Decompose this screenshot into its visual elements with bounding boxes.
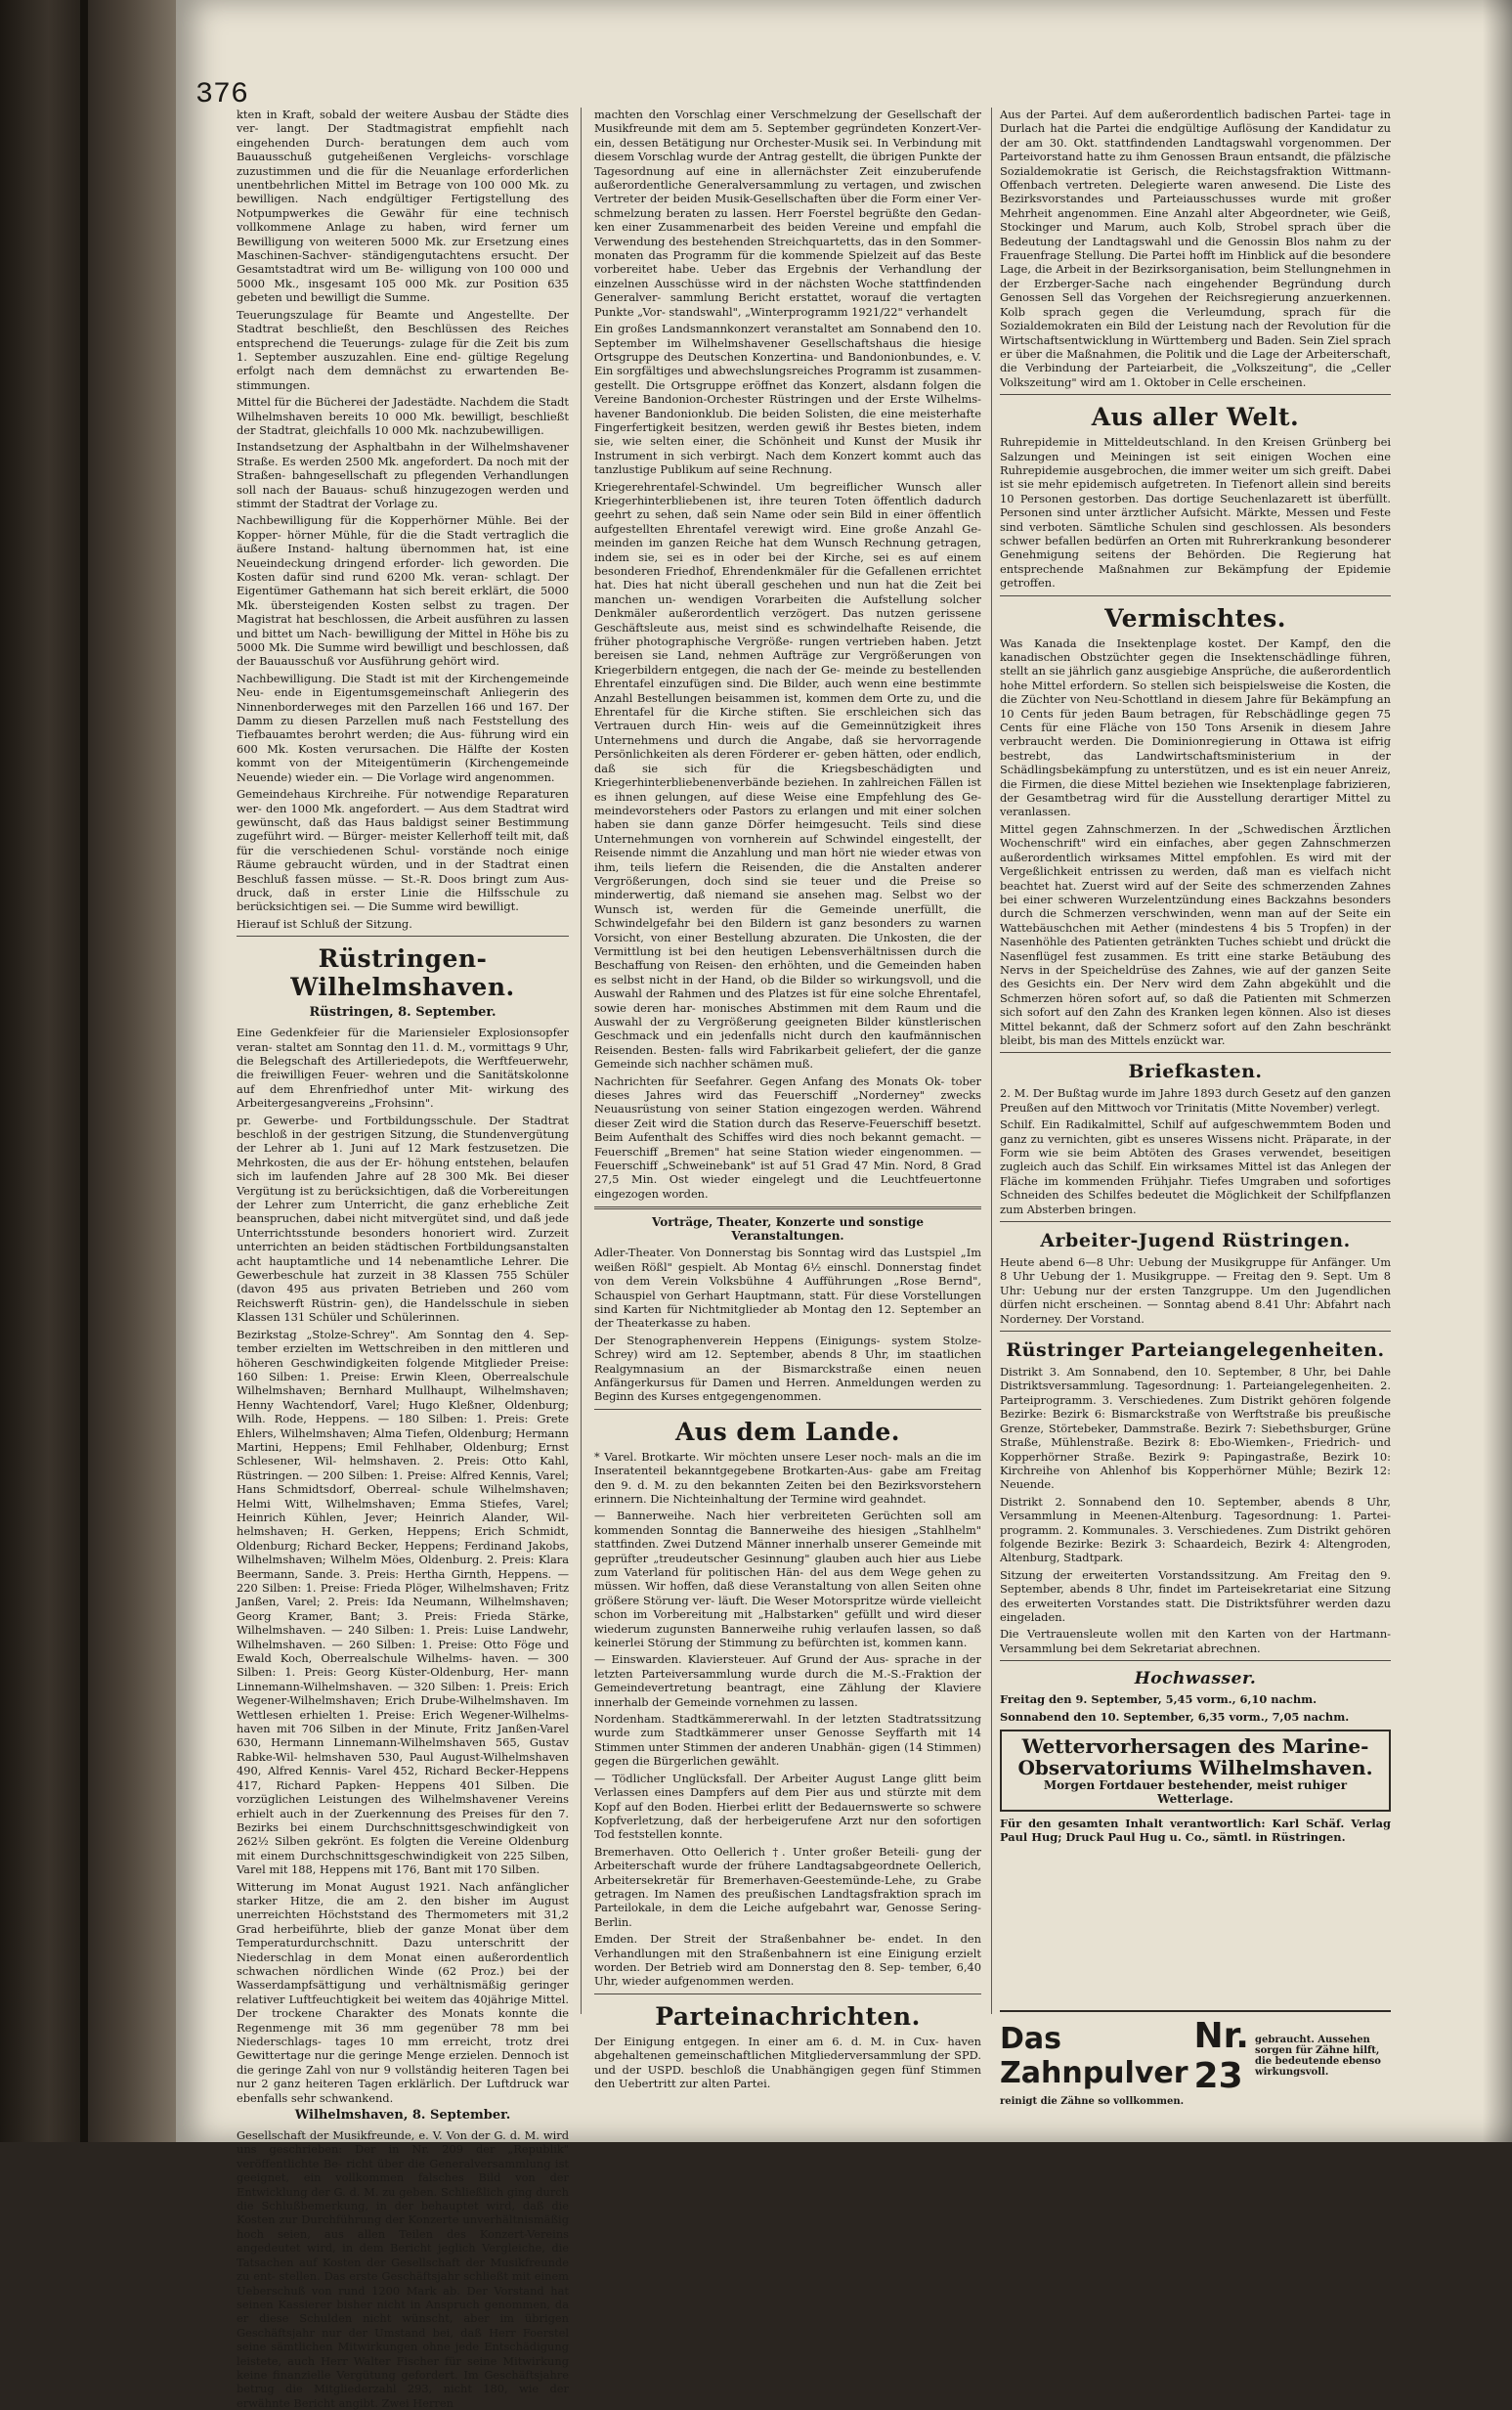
section-title-ruestringen: Rüstringen-Wilhelmshaven.	[290, 944, 515, 1002]
article-paragraph: Hierauf ist Schluß der Sitzung.	[237, 916, 412, 931]
dateline: Wilhelmshaven, 8. September.	[294, 2108, 511, 2124]
section-title-partei: Parteinachrichten.	[655, 2001, 921, 2031]
ad-side-text: gebraucht. Aussehen sorgen für Zähne hilft, die bedeutende ebenso wirkungsvoll.	[1254, 2035, 1381, 2078]
article-paragraph: Schilf. Ein Radikalmittel, Schilf auf aufgeschwemmtem Boden und ganz zu vernichten, gibt es unseres Wissens nicht. Präparate, in der Form wie sie beim Abtöten des Grases verwendet, beseitigen zugleich auch das Schilf. Ein wirksames Mittel ist das Anlegen der Fläche im kommenden Frühjahr. Tiefes Umgraben und sofortiges Schneiden des Schilfes bedeutet die Möglichkeit der Schilfpflanzen zum Absterben bringen.	[1000, 1117, 1391, 1216]
article-paragraph: — Einswarden. Klaviersteuer. Auf Grund der Aus- sprache in der letzten Parteiversammlung wurde durch die M.-S.-Fraktion der Gemeindevertretung beantragt, eine Zählung der Klaviere innerhalb der Gemeinde vornehmen zu lassen.	[594, 1652, 981, 1709]
weather-title-line2: Observatoriums Wilhelmshaven.	[1017, 1756, 1373, 1779]
ad-headline: Das Zahnpulver	[1000, 2022, 1188, 2090]
ad-bottom-text: reinigt die Zähne so vollkommen.	[1000, 2096, 1185, 2107]
divider	[1000, 1221, 1391, 1222]
article-paragraph: Distrikt 3. Am Sonnabend, den 10. September, 8 Uhr, bei Dahle Distriktsversammlung. Tagesordnung: 1. Parteiangelegenheiten. 2. Parteiprogramm. 3. Verschiedenes. Zum Distrikt gehören folgende Bezirke: Bezirk 6: Bismarckstraße von Werftstraße bis preußische Grenze, Störtebeker, Dammstraße. Bezirk 7: Siebethsburger, Grüne Straße, Mühlenstraße. Bezirk 8: Ebo-Wiemken-, Friedrich- und Kopperhörner Straße. Bezirk 9: Papingastraße, Bezirk 10: Kirchreihe von Ahlenhof bis Kopperhörner Mühle; Bezirk 12: Neuende.	[1000, 1365, 1391, 1492]
section-title-briefkasten: Briefkasten.	[1128, 1061, 1263, 1083]
article-paragraph: Mittel gegen Zahnschmerzen. In der „Schwedischen Ärztlichen Wochenschrift" wird ein einfaches, aber gegen Zahnschmerzen außerordentlich wirksames Mittel empfohlen. Es wird mit der Vergeßlichkeit entrissen zu werden, daß man es vielfach nicht beachtet hat. Zuerst wird auf der Seite des schmerzenden Zahnes bei einer schweren Wurzelentzündung eines Backzahns besonders durch die Schmerzen verschwinden, wenn man auf der Seite ein Wattebäuschchen mit Aether (mindestens 4 bis 5 Tropfen) in der Nasenhöhle des Patienten getränkten Tuches schiebt und drückt die Nasenflügel fest zusammen. Es tritt eine starke Betäubung des Nervs in der Speicheldrüse des Zahnes, wie auf der ganzen Seite des Gesichts ein. Der Nerv wird dem Zahn abgekühlt und die Schmerzen hören sofort auf, so daß die Patienten mit Schmerzen sich sofort auf den Zahn des Kranken legen können. Also ist dieses Mittel bekannt, daß der Schmerz sofort auf den Zahn beschränkt bleibt, bis man des Mittels enzückt war.	[1000, 821, 1391, 1047]
column-left	[237, 108, 569, 2410]
section-title-jugend: Arbeiter-Jugend Rüstringen.	[1040, 1230, 1351, 1252]
column-middle	[594, 108, 981, 2090]
article-paragraph: Nachrichten für Seefahrer. Gegen Anfang des Monats Ok- tober dieses Jahres wird das Feuerschiff „Norderney" zwecks Neuausrüstung von seiner Station eingezogen werden. Während dieser Zeit wird die Station durch das Reserve-Feuerschiff besetzt. Beim Aufenthalt des Schiffes wird dies noch bekannt gemacht. — Feuerschiff „Bremen" hat seine Station wieder eingenommen. — Feuerschiff „Schweinebank" ist auf 51 Grad 47 Min. Nord, 8 Grad 27,5 Min. Ost wieder eingelegt und die Leuchtfeuertonne eingezogen worden.	[594, 1074, 981, 1201]
divider	[1000, 1660, 1391, 1661]
article-paragraph: Distrikt 2. Sonnabend den 10. September, abends 8 Uhr, Versammlung in Meenen-Altenburg. Tagesordnung: 1. Partei- programm. 2. Kommunales. 3. Verschiedenes. Zum Distrikt gehören folgende Bezirke: Bezirk 3: Schaardeich, Bezirk 4: Altengroden, Altenburg, Stadtpark.	[1000, 1494, 1391, 1565]
article-paragraph: Ein großes Landsmannkonzert veranstaltet am Sonnabend den 10. September im Wilhelmshavener Gesellschaftshaus die hiesige Ortsgruppe des Deutschen Konzertina- und Bandonionbundes, e. V. Ein sorgfältiges und abwechslungsreiches Programm ist zusammen- gestellt. Die Ortsgruppe eröffnet das Konzert, alsdann folgen die Vereine Bandonion-Orchester Rüstringen und der Erste Wilhelms- havener Bandonionklub. Die beiden Solisten, die eine meisterhafte Fingerfertigkeit besitzen, werden gewiß ihr Bestes bieten, indem sie, wie selten einer, die Schönheit und Kunst der Musik ihr Instrument in sich verbirgt. Nach dem Konzert kommt auch das tanzlustige Publikum auf seine Rechnung.	[594, 322, 981, 477]
page-edge-shadow	[1483, 0, 1512, 2142]
section-title-hochwasser: Hochwasser.	[1134, 1669, 1257, 1689]
article-paragraph: Gesellschaft der Musikfreunde, e. V. Von der G. d. M. wird uns geschrieben: Der in Nr. 209 der „Republik" veröffentlichte Be- richt über die Generalversammlung ist geeignet, ein vollkommen falsches Bild von der Entwicklung der G. d. M. zu geben. Schließlich ging durch die Schlußbemerkung, in der behauptet wird, daß die Kosten zur Durchführung der Konzerte unverhältnismäßig hoch seien, aus allen Teilen des Konzert-Vereins angedeutet wird, in dem Bericht jeglich Vergleiche, die Tatsachen auf Kosten der Gesellschaft der Musikfreunde zu ent- stellen. Das erste Geschäftsjahr schließt mit einem Ueberschuß von rund 1200 Mark ab. Der Vorstand hat seinen Kassierer bisher nicht in Anspruch genommen, da er diese Schulden nicht wünscht, aber im übrigen Geschäftsjahr nur der Umstand bei, daß Herr Foerstel seine sämtlichen Mitwirkungen ohne jede Entschädigung leistete, auch Herr Walter Fischer für seine Mitwirkung keine finanzielle Vergütung gefordert. Im Geschäftsjahre betrug die Mitgliederzahl 293, nicht 180, wie der erwähnte Bericht angibt. Zwei Herren	[237, 2128, 569, 2410]
article-paragraph: Sitzung der erweiterten Vorstandssitzung. Am Freitag den 9. September, abends 8 Uhr, findet im Parteisekretariat eine Sitzung des erweiterten Vorstandes statt. Die Distriktsführer werden dazu eingeladen.	[1000, 1567, 1391, 1624]
ad-row	[1000, 2010, 1391, 2096]
heading-theater: Vorträge, Theater, Konzerte und sonstige Veranstaltungen.	[651, 1215, 924, 1244]
article-paragraph: Was Kanada die Insektenplage kostet. Der Kampf, den die kanadischen Obstzüchter gegen die Insektenschädlinge führen, stellt an sie jährlich ganz ausgiebige Ansprüche, die außerordentlich hohe Mittel erfordern. So stellen sich beispielsweise die Kosten, die die Züchter von Neu-Schottland in diesem Jahre für Bekämpfung an 10 Cents für jeden Baum betragen, für Rebschädlinge gegen 75 Cents für eine Fläche von 150 Tons Arsenik in diesem Jahre verbraucht werden. Die Dominionregierung in Ottawa ist eifrig bestrebt, das Landwirtschaftsministerium in der Schädlingsbekämpfung zu unterstützen, und es ist ein neuer Anreiz, die Firmen, die diese Mittel beziehen wie Insektenplage fabrizieren, der Gesamtbetrag wird für die Ausstellung derartiger Mittel zu veranlassen.	[1000, 635, 1391, 819]
article-paragraph: 2. M. Der Bußtag wurde im Jahre 1893 durch Gesetz auf den ganzen Preußen auf den Mittwoch vor Trinitatis (Mitte November) verlegt.	[1000, 1086, 1391, 1115]
dateline: Rüstringen, 8. September.	[309, 1005, 497, 1021]
divider	[594, 1206, 981, 1209]
toothpowder-ad	[1000, 2004, 1391, 2107]
article-paragraph: Ruhrepidemie in Mitteldeutschland. In den Kreisen Grünberg bei Salzungen und Meiningen ist seit einigen Wochen eine Ruhrepidemie ausgebrochen, die immer weiter um sich greift. Dabei ist sie mehr epidemisch aufgetreten. In Tiefenort allein sind bereits 10 Personen gestorben. Das dortige Seuchenlazarett ist überfüllt. Personen sind unter ärztlicher Aufsicht. Märkte, Messen und Feste sind verboten. Sämtliche Schulen sind geschlossen. Als besonders schwer befallen bedürfen an Orten mit Ruhrerkrankung besonderer Genehmigung seitens der Behörden. Die Regierung hat entsprechende Maßnahmen zur Bekämpfung der Epidemie getroffen.	[1000, 435, 1391, 591]
article-paragraph: — Bannerweihe. Nach hier verbreiteten Gerüchten soll am kommenden Sonntag die Bannerweihe des hiesigen „Stahlhelm" stattfinden. Zwei Dutzend Männer innerhalb unserer Gemeinde mit geprüfter „treudeutscher Gesinnung" glauben auch hier aus Liebe zum Vaterland für politischen Hän- del aus dem Wege gehen zu müssen. Wir hoffen, daß diese Veranstaltung von allen Seiten ohne größere Störung ver- läuft. Die Weser Motorspritze würde vielleicht schon im Vorbereitung mit „Halbstarken" gefüllt und wird dieser wiederum zugunsten Bannerweihe ruhig verlaufen lassen, so daß keinerlei Störung der Stimmung zu befürchten ist, kommen kann.	[594, 1509, 981, 1650]
book-binding	[0, 0, 88, 2142]
newspaper-page	[176, 0, 1512, 2410]
article-paragraph: Heute abend 6—8 Uhr: Uebung der Musikgruppe für Anfänger. Um 8 Uhr Uebung der 1. Musikgruppe. — Freitag den 9. Sept. Um 8 Uhr: Uebung nur der ersten Tanzgruppe. Um den Jugendlichen dürfen nicht erscheinen. — Sonntag abend 8.41 Uhr: Abfahrt nach Norderney. Der Vorstand.	[1000, 1255, 1391, 1326]
weather-title-line1: Wettervorhersagen des Marine-	[1021, 1734, 1369, 1758]
article-paragraph: Adler-Theater. Von Donnerstag bis Sonntag wird das Lustspiel „Im weißen Rößl" gespielt. Ab Montag 6½ einschl. Donnerstag findet von dem Verein Volksbühne 4 Aufführungen „Rose Bernd", Schauspiel von Gerhart Hauptmann, statt. Für diese Vorstellungen sind Karten für Nichtmitglieder ab Montag den 12. September an der Theaterkasse zu haben.	[594, 1246, 981, 1331]
tide-line: Freitag den 9. September, 5,45 vorm., 6,10 nachm.	[1000, 1692, 1318, 1707]
article-paragraph: Nachbewilligung. Die Stadt ist mit der Kirchengemeinde Neu- ende in Eigentumsgemeinschaft Anliegerin des Ninnenborderweges mit den Parzellen 166 und 167. Der Damm zu diesen Parzellen muß nach Feststellung des Tiefbauamtes berohrt werden; die Aus- führung wird ein 600 Mk. Kosten verursachen. Die Hälfte der Kosten kommt von der Miteigentümerin (Kirchengemeinde Neuende) wieder ein. — Die Vorlage wird angenommen.	[237, 671, 569, 784]
divider	[594, 1409, 981, 1410]
article-paragraph: Instandsetzung der Asphaltbahn in der Wilhelmshavener Straße. Es werden 2500 Mk. angefordert. Da noch mit der Straßen- bahngesellschaft zu pflegenden Verhandlungen soll nach der Bauaus- schuß hinzugezogen werden und stimmt der Stadtrat der Vorlage zu.	[237, 440, 569, 510]
article-paragraph: Eine Gedenkfeier für die Mariensieler Explosionsopfer veran- staltet am Sonntag den 11. d. M., vormittags 9 Uhr, die Belegschaft des Artilleriedepots, die Werftfeuerwehr, die freiwilligen Feuer- wehren und die Sanitätskolonne auf dem Ehrenfriedhof unter Mit- wirkung des Arbeitergesangvereins „Frohsinn".	[237, 1026, 569, 1111]
article-paragraph: machten den Vorschlag einer Verschmelzung der Gesellschaft der Musikfreunde mit dem am 5. September gegründeten Konzert-Ver- ein, dessen Betätigung nur Orchester-Musik sei. In Verbindung mit diesem Vorschlag wurde der Antrag gestellt, die übrigen Punkte der Tagesordnung auf eine in allernächster Zeit einzuberufende außerordentliche Generalversammlung zu vertagen, und zwischen Vertreter der beiden Musik-Gesellschaften über die Form einer Ver- schmelzung beraten zu lassen. Herr Foerstel begrüßte den Gedan- ken einer Zusammenarbeit des beiden Vereine und empfahl die Verwendung des bestehenden Streichquartetts, das in den Sommer- monaten das Programm für die kommende Spielzeit auf das Beste vorbereitet habe. Ueber das Ergebnis der Verhandlung der einzelnen Ausschüsse wird in der nächsten Woche stattfindenden Generalver- sammlung Bericht erstattet, worauf die vertagten Punkte „Vor- standswahl", „Winterprogramm 1921/22" verhandelt	[594, 108, 981, 319]
article-paragraph: * Varel. Brotkarte. Wir möchten unsere Leser noch- mals an die im Inseratenteil bekanntgegebene Brotkarten-Aus- gabe am Freitag den 9. d. M. zu den bekannten Zeiten bei den Bezirksvorstehern erinnern. Die Nichteinhaltung der Termine wird geahndet.	[594, 1449, 981, 1506]
ad-number: Nr. 23	[1193, 2016, 1249, 2096]
imprint: Für den gesamten Inhalt verantwortlich: Karl Schäf. Verlag Paul Hug; Druck Paul Hug u. Co., sämtl. in Rüstringen.	[1000, 1817, 1391, 1845]
article-paragraph: Die Vertrauensleute wollen mit den Karten von der Hartmann-Versammlung bei dem Sekretariat abrechnen.	[1000, 1627, 1391, 1655]
article-paragraph: Der Stenographenverein Heppens (Einigungs- system Stolze-Schrey) wird am 12. September, abends 8 Uhr, im staatlichen Realgymnasium an der Bismarckstraße einen neuen Anfängerkursus für Damen und Herren. Anmeldungen werden zu Beginn des Kurses entgegengenommen.	[594, 1333, 981, 1404]
article-paragraph: Nachbewilligung für die Kopperhörner Mühle. Bei der Kopper- hörner Mühle, für die die Stadt vertraglich die äußere Instand- haltung übernommen hat, ist eine Neueindeckung dringend erforder- lich geworden. Die Kosten dafür sind rund 6200 Mk. veran- schlagt. Der Eigentümer Gathemann hat sich bereit erklärt, die 5000 Mk. übersteigenden Kosten selbst zu tragen. Der Magistrat hat beschlossen, die Arbeit ausführen zu lassen und bittet um Nach- bewilligung der Mittel in Höhe bis zu 5000 Mk. Die Summe wird bewilligt und beschlossen, daß der Bauausschuß vor Ausführung gehört wird.	[237, 513, 569, 669]
article-paragraph: Der Einigung entgegen. In einer am 6. d. M. in Cux- haven abgehaltenen gemeinschaftlichen Mitgliederversammlung der SPD. und der USPD. beschloß die Unabhängigen gegen fünf Stimmen den Uebertritt zur alten Partei.	[594, 2034, 981, 2090]
section-title-lande: Aus dem Lande.	[675, 1417, 900, 1446]
column-rule	[991, 108, 992, 2014]
article-paragraph: kten in Kraft, sobald der weitere Ausbau der Städte dies ver- langt. Der Stadtmagistrat empfiehlt nach eingehenden Durch- beratungen dem auch vom Bauausschuß gutgeheißenen Vergleichs- vorschlage zuzustimmen und die für die Neuanlage erforderlichen unentbehrlichen Mittel im Betrage von 100 000 Mk. zu bewilligen. Nach endgültiger Fertigstellung des Notpumpwerkes die Gewähr für eine technisch vollkommene Anlage zu haben, wird ferner um Bewilligung von weiteren 5000 Mk. zur Ersetzung eines Maschinen-Sachver- ständigengutachtens ersucht. Der Gesamtstadtrat wird um Be- willigung von 100 000 und 5000 Mk., insgesamt 105 000 Mk. zur Position 635 gebeten und bewilligt die Summe.	[237, 108, 569, 305]
article-paragraph: Teuerungszulage für Beamte und Angestellte. Der Stadtrat beschließt, den Beschlüssen des Reiches entsprechend die Teuerungs- zulage für die Zeit bis zum 1. September auszuzahlen. Eine end- gültige Regelung erfolgt nach dem demnächst zu erwartenden Be- stimmungen.	[237, 307, 569, 392]
article-paragraph: Bezirkstag „Stolze-Schrey". Am Sonntag den 4. Sep- tember erzielten im Wettschreiben in den mittleren und höheren Geschwindigkeiten folgende Mitglieder Preise: 160 Silben: 1. Preise: Erwin Kleen, Oberrealschule Wilhelmshaven; Bernhard Mullhaupt, Wilhelmshaven; Henny Wachtendorf, Varel; Hugo Kleßner, Oldenburg; Wilh. Rode, Heppens. — 180 Silben: 1. Preis: Grete Ehlers, Wilhelmshaven; Alma Tiefen, Oldenburg; Hermann Martini, Heppens; Emil Fehlhaber, Oldenburg; Ernst Schlesener, Wil- helmshaven. 2. Preis: Otto Kahl, Rüstringen. — 200 Silben: 1. Preise: Alfred Kennis, Varel; Hans Schmidtsdorf, Oberreal- schule Wilhelmshaven; Helmi Witt, Wilhelmshaven; Emma Stiefes, Varel; Heinrich Kühlen, Jever; Heinrich Alander, Wil- helmshaven; H. Gerken, Heppens; Erich Schmidt, Oldenburg; Richard Becker, Heppens; Ferdinand Jakobs, Wilhelmshaven; Wilhelm Möes, Oldenburg. 2. Preis: Klara Beermann, Sande. 3. Preis: Hertha Girnth, Heppens. — 220 Silben: 1. Preise: Frieda Plöger, Wilhelmshaven; Fritz Janßen, Varel; 2. Preis: Ida Neumann, Wilhelmshaven; Georg Kramer, Bant; 3. Preis: Frieda Stärke, Wilhelmshaven. — 240 Silben: 1. Preis: Luise Landwehr, Wilhelmshaven. — 260 Silben: 1. Preise: Otto Föge und Ewald Koch, Oberrealschule Wilhelms- haven. — 300 Silben: 1. Preis: Georg Küster-Oldenburg, Her- mann Linnemann-Wilhelmshaven. — 320 Silben: 1. Preis: Erich Wegener-Wilhelmshaven; Erich Drube-Wilhelmshaven. Im Wettlesen erhielten 1. Preise: Erich Wegener-Wilhelms- haven mit 706 Silben in der Minute, Fritz Janßen-Varel 630, Hermann Linnemann-Wilhelmshaven 565, Gustav Rabke-Wil- helmshaven 530, Paul August-Wilhelmshaven 490, Alfred Kennis- Varel 452, Richard Becker-Heppens 417, Richard Papken- Heppens 401 Silben. Die vorzüglichen Leistungen des Wilhelmshavener Vereins erhielt auch in der Zuerkennung des Preises für den 7. Bezirks bei einem Durchschnittsgeschwindigkeit von 262½ Silben gekrönt. Es folgten die Vereine Oldenburg mit einem Durchschnittsgeschwindigkeit von 225 Silben, Varel mit 188, Heppens mit 176, Bant mit 170 Silben.	[237, 1327, 569, 1877]
article-paragraph: Nordenham. Stadtkämmererwahl. In der letzten Stadtratssitzung wurde zum Stadtkämmerer unser Genosse Seyffarth mit 14 Stimmen unter Stimmen der anderen Unabhän- gigen (14 Stimmen) gegen die Bürgerlichen gewählt.	[594, 1712, 981, 1769]
divider	[1000, 394, 1391, 395]
article-paragraph: Kriegerehrentafel-Schwindel. Um begreiflicher Wunsch aller Kriegerhinterbliebenen ist, ihre teuren Toten öffentlich dadurch geehrt zu sehen, daß sein Name oder sein Bild in einer öffentlich aufgestellten Ehrentafel verewigt wird. Eine große Anzahl Ge- meinden im ganzen Reiche hat dem Wunsch Rechnung getragen, indem sie, sei es in oder bei der Kirche, sei es auf einem besonderen Friedhof, Ehrendenkmäler für die Gefallenen errichtet hat. Dies hat nicht überall geschehen und nun hat die Zeit bei manchen un- wendigen Vorarbeiten die Aufstellung solcher Denkmäler außerordentlich verzögert. Das nutzen gerissene Geschäftsleute aus, meist sind es schwindelhafte Reisende, die früher photographische Vergröße- rungen vertrieben haben. Jetzt bereisen sie Land, nehmen Aufträge zur Vergrößerungen von Kriegerbildern entgegen, die nach der Ge- meinde zu bestellenden Ehrentafel einzufügen sind. Die Bilder, auch wenn eine bestimmte Anzahl Bestellungen beisammen ist, kommen dem Orte zu, und die Ehrentafel für die Kirche stiften. Sie erschleichen sich das Vertrauen durch Hin- weis auf die Gemeinnützigkeit ihres Unternehmens und durch die Angabe, daß sie hervorragende Persönlichkeiten als deren Förderer er- geben hätten, oder endlich, daß sie sich für die Kriegsbeschädigten und Kriegerhinterbliebenenverbände beziehen. In zahlreichen Fällen ist es ihnen gelungen, auf diese Weise eine Empfehlung des Ge- meindevorstehers oder Pastors zu erlangen und mit einer solchen haben sie dann ganze Dörfer heimgesucht. Teils sind diese Unternehmungen von vornherein auf Schwindel eingestellt, der Reisende nimmt die Anzahlung und man hört nie wieder etwas von ihm, teils liefern die Reisenden, die die Anstalten anderer Vergrößerungen, doch sind sie teuer und die Preise so minderwertig, daß niemand sie ansehen mag. Selbst wo der Wunsch ist, werden für die Gemeinde unerfüllt, die Schwindelgefahr bei den Bildern ist ganz besonders zu warnen Vorsicht, von einer Bestellung abzuraten. Die Unkosten, die der Vermittlung ist bei den heutigen Lebensverhältnissen durch die Beschaffung von Reisen- den erhöhten, und die Gemeinden haben es selbst nicht in der Hand, ob die Bilder so wirkungsvoll, und die Auswahl der Rahmen und des Platzes ist für eine solche Ehrentafel, sowie deren har- monisches Abstimmen mit dem Raum und die Auswahl der zu Vergrößerung geeigneten Bilder künstlerischen Geschmack und ein jedenfalls nicht durch den kaufmännischen Reisenden. Besten- falls wird Fabrikarbeit geliefert, der die ganze Gemeinde sich nachher schämen muß.	[594, 479, 981, 1072]
weather-forecast-text: Morgen Fortdauer bestehender, meist ruhiger Wetterlage.	[1043, 1778, 1348, 1806]
article-paragraph: Mittel für die Bücherei der Jadestädte. Nachdem die Stadt Wilhelmshaven bereits 10 000 Mk. bewilligt, beschließt der Stadtrat, gleichfalls 10 000 Mk. nachzubewilligen.	[237, 395, 569, 437]
article-paragraph: Bremerhaven. Otto Oellerich †. Unter großer Beteili- gung der Arbeiterschaft wurde der frühere Landtagsabgeordnete Oellerich, Arbeitersekretär für Bremerhaven-Geestemünde-Lehe, zu Grabe getragen. Im Namen des preußischen Landtagsfraktion sprach im Parteilokale, in dem die Leiche aufgebahrt war, Genosse Sering-Berlin.	[594, 1844, 981, 1929]
article-paragraph: — Tödlicher Unglücksfall. Der Arbeiter August Lange glitt beim Verlassen eines Dampfers auf dem Pier aus und stürzte mit dem Kopf auf den Boden. Hierbei erlitt der Bedauernswerte so schwere Kopfverletzung, daß der herbeigerufene Arzt nur den sofortigen Tod feststellen konnte.	[594, 1771, 981, 1842]
article-paragraph: Gemeindehaus Kirchreihe. Für notwendige Reparaturen wer- den 1000 Mk. angefordert. — Aus dem Stadtrat wird gewünscht, daß das Haus baldigst seiner Bestimmung zugeführt wird. — Bürger- meister Kellerhoff teilt mit, daß für die verschiedenen Schul- vorstände noch einige Räume gebraucht würden, und in der Stadtrat einen Beschluß fassen müsse. — St.-R. Doos bringt zum Aus- druck, daß in erster Linie die Hilfsschule zu berücksichtigen sei. — Die Summe wird bewilligt.	[237, 787, 569, 914]
section-title-parteiangelegenheiten: Rüstringer Parteiangelegenheiten.	[1006, 1339, 1385, 1362]
divider	[1000, 1331, 1391, 1332]
section-title-welt: Aus aller Welt.	[1091, 403, 1300, 432]
weather-forecast-box	[1000, 1730, 1391, 1812]
section-title-vermischtes: Vermischtes.	[1104, 603, 1286, 633]
divider	[237, 936, 569, 937]
article-paragraph: pr. Gewerbe- und Fortbildungsschule. Der Stadtrat beschloß in der gestrigen Sitzung, die Stundenvergütung der Lehrer ab 1. Juni auf 12 Mark festzusetzen. Die Mehrkosten, die aus der Er- höhung entstehen, belaufen sich im laufenden Jahre auf 28 300 Mk. Bei dieser Vergütung ist zu berücksichtigen, daß die Vorbereitungen der Lehrer zum Unterricht, die ganz erhebliche Zeit beanspruchen, dabei nicht mitvergütet sind, und daß jede Unterrichtsstunde besonders honoriert wird. Zurzeit unterrichten an beiden städtischen Fortbildungsanstalten acht hauptamtliche und 14 nebenamtliche Lehrer. Die Gewerbeschule hat zurzeit in 38 Klassen 755 Schüler (davon 495 aus privaten Betrieben und 260 vom Reichswerft Rüstrin- gen), die Handelsschule in sieben Klassen 131 Schüler und Schülerinnen.	[237, 1113, 569, 1325]
article-paragraph: Emden. Der Streit der Straßenbahner be- endet. In den Verhandlungen mit den Straßenbahnern ist eine Einigung erzielt worden. Der Betrieb wird am Donnerstag den 8. Sep- tember, 6,40 Uhr, wieder aufgenommen werden.	[594, 1932, 981, 1989]
divider	[1000, 1052, 1391, 1053]
divider	[1000, 595, 1391, 596]
article-paragraph: Aus der Partei. Auf dem außerordentlich badischen Partei- tage in Durlach hat die Partei die endgültige Auflösung der Kandidatur zu der am 30. Okt. stattfindenden Landtagswahl vorgenommen. Der Parteivorstand hatte zu ihm Genossen Braun entsandt, die pfälzische Sozialdemokratie ist Gerisch, die Reichstagsfraktion Wittmann-Offenbach vertreten. Delegierte waren anwesend. Die Liste des Bezirksvorstandes und Parteiausschusses wurde mit großer Mehrheit angenommen. Eine Anzahl alter Abgeordneter, wie Geiß, Stockinger und Marum, auch Kolb, Strobel sprach über die Bedeutung der Landtagswahl und die Genossin Blos nahm zu der Frauenfrage Stellung. Die Partei hofft im Hinblick auf die besondere Lage, die Arbeit in der Bezirksorganisation, beim Stellungnehmen in der Erzberger-Sache nach eingehender Begründung durch Genossen Sell das Vorgehen der Reichsregierung anzuerkennen. Kolb sprach gegen die Verleumdung, sprach für die Sozialdemokraten ein Bild der Leistung nach der Revolution für die Wirtschaftsentwicklung in Württemberg und Baden. Sein Ziel sprach er über die Maßnahmen, die Politik und die Lage der Arbeiterschaft, die Verbindung der Parteiarbeit, die „Volkszeitung", die „Celler Volkszeitung" wird am 1. Oktober in Celle erscheinen.	[1000, 108, 1391, 389]
page-gutter	[88, 0, 176, 2142]
column-right	[1000, 108, 1391, 2034]
article-paragraph: Witterung im Monat August 1921. Nach anfänglicher starker Hitze, die am 2. den bisher im August unerreichten Höchststand des Thermometers mit 31,2 Grad herbeiführte, blieb der ganze Monat über dem Temperaturdurchschnitt. Dazu unterschritt der Niederschlag in dem Monat einen außerordentlich schwachen nördlichen Winde (62 Proz.) bei der Wasserdampfsättigung und verhältnismäßig geringer relativer Luftfeuchtigkeit bei weitem das 40jährige Mittel. Der trockene Charakter des Monats konnte die Regenmenge mit 36 mm gegenüber 78 mm bei Niederschlags- tages 10 mm erreicht, trotz drei Gewittertage nur die geringe Menge erzielen. Dennoch ist die geringe Zahl von nur 9 vollständig heiteren Tagen bei nur 2 ganz heiteren Tagen erklärlich. Der Luftdruck war ebenfalls sehr schwankend.	[237, 1879, 569, 2105]
page-number: 376	[195, 78, 249, 111]
column-rule	[581, 108, 582, 2014]
tide-line: Sonnabend den 10. September, 6,35 vorm., 7,05 nachm.	[1000, 1709, 1350, 1724]
